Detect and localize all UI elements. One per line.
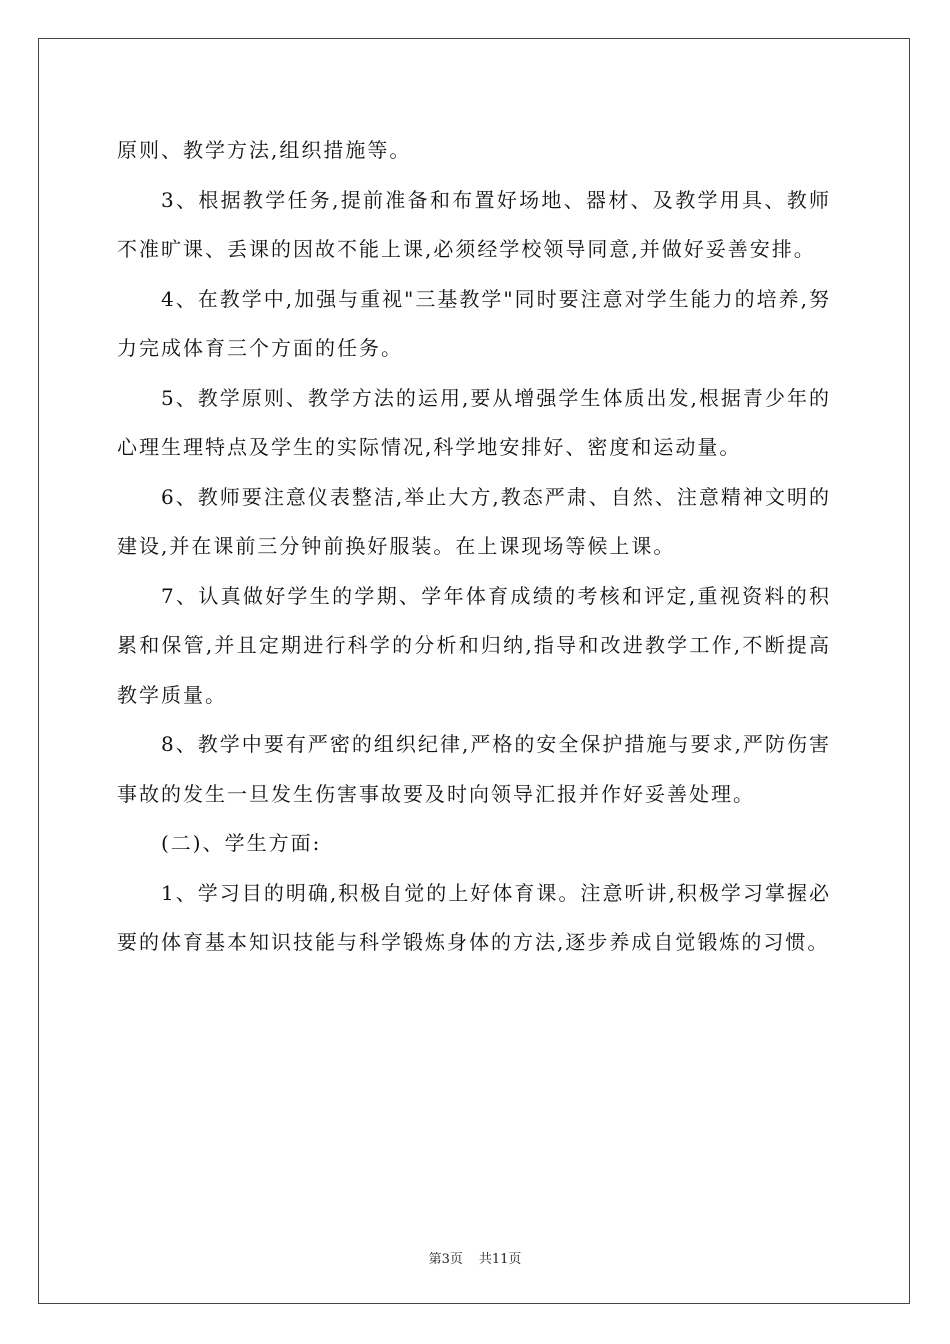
paragraph-item-3: 3、根据教学任务,提前准备和布置好场地、器材、及教学用具、教师不准旷课、丢课的因故不能上课,必须经学校领导同意,并做好妥善安排。	[117, 187, 831, 261]
paragraph-item-5: 5、教学原则、教学方法的运用,要从增强学生体质出发,根据青少年的心理生理特点及学生的实际情况,科学地安排好、密度和运动量。	[117, 385, 831, 459]
document-body	[117, 126, 831, 968]
paragraph-item-7: 7、认真做好学生的学期、学年体育成绩的考核和评定,重视资料的积累和保管,并且定期进行科学的分析和归纳,指导和改进教学工作,不断提高教学质量。	[117, 583, 831, 707]
paragraph-student-item-1: 1、学习目的明确,积极自觉的上好体育课。注意听讲,积极学习掌握必要的体育基本知识技能与科学锻炼身体的方法,逐步养成自觉锻炼的习惯。	[117, 880, 831, 954]
paragraph-item-4: 4、在教学中,加强与重视"三基教学"同时要注意对学生能力的培养,努力完成体育三个方面的任务。	[117, 286, 831, 360]
paragraph-item-8: 8、教学中要有严密的组织纪律,严格的安全保护措施与要求,严防伤害事故的发生一旦发生伤害事故要及时向领导汇报并作好妥善处理。	[117, 732, 831, 806]
section-heading-students: (二)、学生方面:	[161, 831, 322, 855]
page-footer	[0, 1248, 950, 1267]
paragraph-item-6: 6、教师要注意仪表整洁,举止大方,教态严肃、自然、注意精神文明的建设,并在课前三分钟前换好服装。在上课现场等候上课。	[117, 484, 831, 558]
page-total: 共11页	[478, 1252, 522, 1267]
paragraph-continuation: 原则、教学方法,组织措施等。	[117, 138, 412, 162]
page-number: 第3页	[428, 1252, 463, 1267]
